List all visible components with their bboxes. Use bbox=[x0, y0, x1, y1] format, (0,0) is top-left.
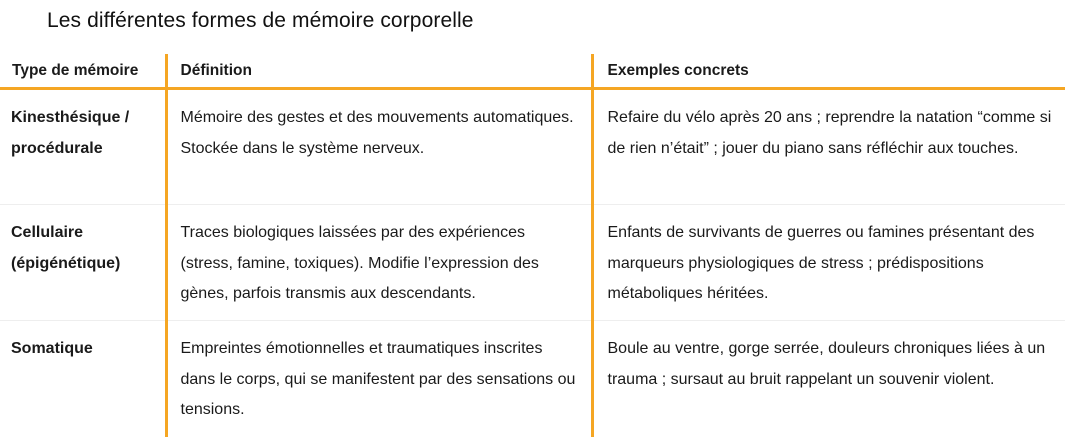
cell-type: Somatique bbox=[11, 340, 93, 357]
cell-definition: Traces biologiques laissées par des expériences (stress, famine, toxiques). Modifie l’expression des gènes, parfois transmis aux descendants. bbox=[166, 205, 592, 321]
cell-type: Cellulaire (épigénétique) bbox=[11, 224, 121, 272]
column-header-definition: Définition bbox=[166, 54, 592, 89]
cell-examples: Refaire du vélo après 20 ans ; reprendre la natation “comme si de rien n’était” ; jouer du piano sans réfléchir aux touches. bbox=[592, 89, 1065, 205]
memory-table bbox=[0, 54, 1065, 437]
cell-type: Kinesthésique / procédurale bbox=[11, 109, 130, 157]
column-header-examples: Exemples concrets bbox=[592, 54, 1065, 89]
column-header-type: Type de mémoire bbox=[0, 54, 166, 89]
cell-definition: Empreintes émotionnelles et traumatiques inscrites dans le corps, qui se manifestent par des sensations ou tensions. bbox=[166, 321, 592, 437]
table-header-row bbox=[0, 54, 1065, 89]
cell-examples: Boule au ventre, gorge serrée, douleurs chroniques liées à un trauma ; sursaut au bruit rappelant un souvenir violent. bbox=[592, 321, 1065, 437]
table-row bbox=[0, 89, 1065, 205]
table-row bbox=[0, 205, 1065, 321]
page-title: Les différentes formes de mémoire corporelle bbox=[47, 9, 474, 32]
table-row bbox=[0, 321, 1065, 437]
cell-definition: Mémoire des gestes et des mouvements automatiques. Stockée dans le système nerveux. bbox=[166, 89, 592, 205]
cell-examples: Enfants de survivants de guerres ou famines présentant des marqueurs physiologiques de stress ; prédispositions métaboliques héritées. bbox=[592, 205, 1065, 321]
